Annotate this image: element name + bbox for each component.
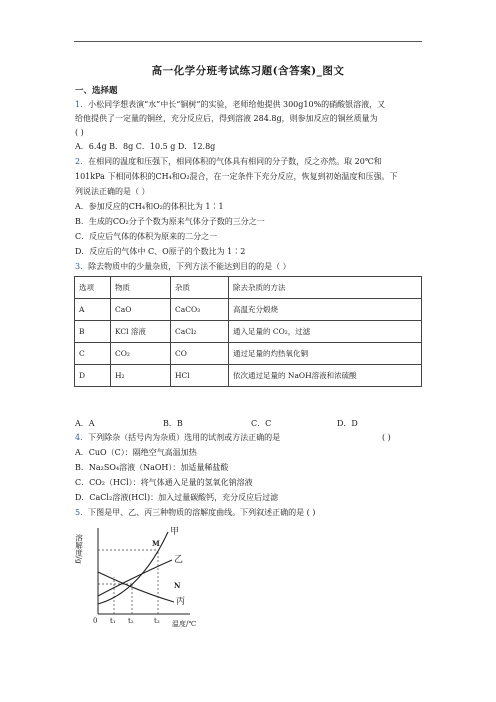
- q2-number: 2．: [75, 157, 89, 166]
- section-heading: 一、选择题: [75, 86, 118, 96]
- q1-line3: ( ): [75, 128, 84, 137]
- q3-stem: 3．除去物质中的少量杂质，下列方法不能达到目的的是（ ）: [75, 262, 291, 271]
- q3-option-b: B．B: [163, 419, 183, 428]
- table-cell: B: [75, 321, 111, 343]
- q2-option-d: D．反应后的气体中 C、O原子的个数比为 1∶2: [75, 247, 246, 256]
- table-cell: H₂: [111, 365, 171, 387]
- table-header-cell: 选项: [75, 277, 111, 299]
- table-cell: D: [75, 365, 111, 387]
- series-label-yi: 乙: [174, 555, 184, 565]
- table-row: [75, 299, 422, 321]
- point-m: M: [152, 539, 160, 548]
- point-n: N: [174, 581, 181, 590]
- table-row: [75, 343, 422, 365]
- table-cell: 依次通过足量的 NaOH溶液和浓硫酸: [229, 365, 422, 387]
- q2-option-a: A．参加反应的CH₄和O₂的体积比为 1∶1: [75, 202, 224, 211]
- q1-line1: 1．小松同学想表演“水”中长“铜树”的实验，老师给他提供 300g10%的硝酸银溶液，又: [75, 100, 386, 109]
- q1-line2: 给他提供了一定量的铜丝，充分反应后，得到溶液 284.8g，则参加反应的铜丝质量为: [75, 114, 378, 123]
- q4-number: 4．: [75, 433, 89, 442]
- x-axis-label: 温度/℃: [172, 620, 197, 628]
- table-cell: 通入足量的 CO₂，过滤: [229, 321, 422, 343]
- table-cell: KCl 溶液: [111, 321, 171, 343]
- tick-label: t₂: [128, 617, 134, 625]
- series-label-jia: 甲: [170, 527, 180, 537]
- q1-options: A．6.4g B．8g C．10.5 g D．12.8g: [75, 142, 216, 151]
- q2-option-c: C．反应后气体的体积为原来的二分之一: [75, 232, 218, 241]
- q4-option-b: B．Na₂SO₄溶液（NaOH）：加适量稀盐酸: [75, 463, 229, 472]
- tick-label: t₃: [154, 617, 160, 625]
- y-axis-label: 溶解度/g: [74, 534, 84, 564]
- table-header-cell: 杂质: [171, 277, 229, 299]
- q3-number: 3．: [75, 262, 89, 271]
- table-row: [75, 321, 422, 343]
- q5-number: 5．: [75, 508, 89, 517]
- table-cell: 通过足量的灼热氧化铜: [229, 343, 422, 365]
- table-cell: 高温充分煅烧: [229, 299, 422, 321]
- table-cell: CO₂: [111, 343, 171, 365]
- q4-paren: ( ): [382, 433, 391, 442]
- table-cell: CaO: [111, 299, 171, 321]
- q2-line1: 2．在相同的温度和压强下，相同体积的气体具有相同的分子数，反之亦然。取 20℃和: [75, 157, 382, 166]
- table-header-row: [75, 277, 422, 299]
- table-cell: A: [75, 299, 111, 321]
- series-label-bing: 丙: [176, 597, 186, 607]
- q4-option-c: C．CO₂（HCl）：将气体通入足量的氢氧化钠溶液: [75, 478, 253, 487]
- q4-option-d: D．CaCl₂溶液(HCl)：加入过量碳酸钙，充分反应后过滤: [75, 493, 279, 502]
- table-cell: CaCl₂: [171, 321, 229, 343]
- q5-stem: 5．下图是甲、乙、丙三种物质的溶解度曲线。下列叙述正确的是 ( ): [75, 508, 316, 517]
- solubility-chart: [70, 522, 220, 632]
- tick-label: t₁: [110, 617, 116, 625]
- curve-yi: [98, 560, 172, 596]
- table-cell: HCl: [171, 365, 229, 387]
- table-row: [75, 365, 422, 387]
- header-rule: [74, 41, 422, 42]
- table-header-cell: 除去杂质的方法: [229, 277, 422, 299]
- q4-stem: 4．下列除杂（括号内为杂质）选用的试剂或方法正确的是: [75, 433, 281, 442]
- q2-line2: 101kPa 下相同体积的CH₄和O₂混合，在一定条件下充分反应，恢复到初始温度和压强。下: [75, 172, 398, 181]
- q2-option-b: B．生成的CO₂分子个数为原来气体分子数的三分之一: [75, 217, 265, 226]
- q3-option-c: C．C: [251, 419, 272, 428]
- table-cell: CO: [171, 343, 229, 365]
- q3-table: [74, 276, 422, 387]
- table-cell: CaCO₃: [171, 299, 229, 321]
- q2-line3: 列说法正确的是（ ）: [75, 187, 150, 196]
- q4-option-a: A．CuO（C）：隔绝空气高温加热: [75, 448, 197, 457]
- q3-option-d: D．D: [337, 419, 358, 428]
- table-cell: C: [75, 343, 111, 365]
- tick-label: 0: [93, 617, 98, 625]
- table-header-cell: 物质: [111, 277, 171, 299]
- q1-number: 1．: [75, 100, 89, 109]
- page-title: 高一化学分班考试练习题(含答案)_图文: [151, 65, 345, 77]
- q3-option-a: A．A: [75, 419, 95, 428]
